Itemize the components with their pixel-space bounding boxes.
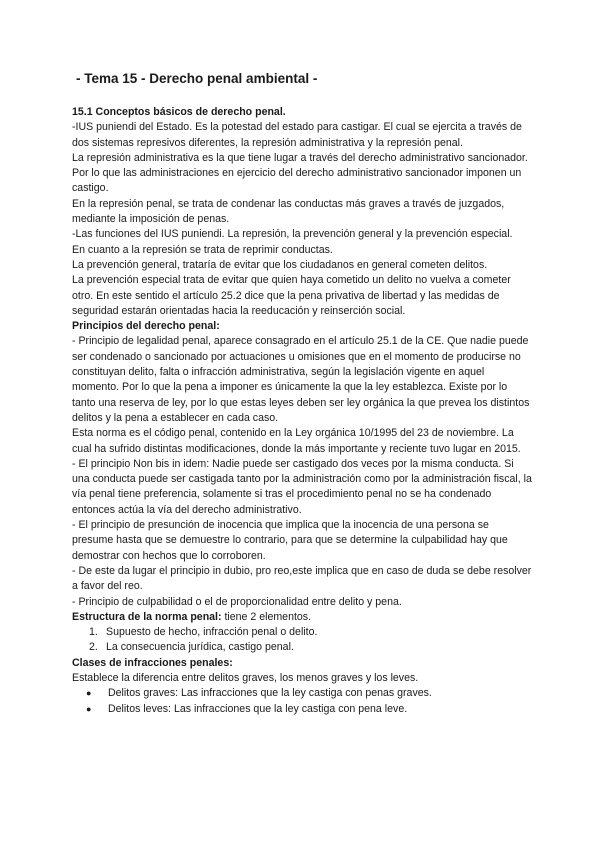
- list-item-text: La consecuencia jurídica, castigo penal.: [106, 641, 294, 654]
- list-number: 2.: [89, 641, 98, 654]
- paragraph: - El principio Non bis in idem: Nadie puede ser castigado dos veces por la misma conducta. Si una conducta puede ser castigada tanto por la administración como por la administración fiscal, la vía penal tiene preferencia, solamente si tras el procedimiento penal no se ha condenado entonces actúa la vía del derecho administrativo.: [72, 457, 532, 516]
- list-item: [72, 625, 532, 640]
- list-item: [72, 640, 532, 655]
- clases-list: [72, 686, 532, 717]
- paragraph: - Principio de culpabilidad o el de proporcionalidad entre delito y pena.: [72, 595, 402, 608]
- paragraph: Esta norma es el código penal, contenido en la Ley orgánica 10/1995 del 23 de noviembre. La cual ha sufrido distintas modificaciones, donde la más importante y reciente tuvo lugar en 2015.: [72, 427, 521, 455]
- estructura-list: [72, 625, 532, 656]
- bullet-icon: ●: [86, 703, 92, 714]
- bullet-icon: ●: [86, 688, 92, 699]
- paragraph: - De este da lugar el principio in dubio, pro reo,este implica que en caso de duda se debe resolver a favor del reo.: [72, 564, 532, 593]
- list-number: 1.: [89, 626, 98, 639]
- paragraph: - El principio de presunción de inocencia que implica que la inocencia de una persona se presume hasta que se demuestre lo contrario, para que se determine la culpabilidad hay que demostrar con hechos que lo corroboren.: [72, 519, 508, 562]
- paragraph: -Las funciones del IUS puniendi. La represión, la prevención general y la prevención especial.: [72, 228, 513, 241]
- paragraph: La prevención especial trata de evitar que quien haya cometido un delito no vuelva a cometer otro. En este sentido el artículo 25.2 dice que la pena privativa de libertad y las medidas de seguridad estarán orientadas hacia la reeducación y reinserción social.: [72, 274, 511, 317]
- principios-heading: Principios del derecho penal:: [72, 320, 220, 333]
- paragraph: La prevención general, trataría de evitar que los ciudadanos en general cometen delitos.: [72, 258, 488, 271]
- paragraph: -IUS puniendi del Estado. Es la potestad del estado para castigar. El cual se ejercita a través de dos sistemas represivos diferentes, la represión administrativa y la represión penal.: [72, 121, 522, 149]
- document-title: - Tema 15 - Derecho penal ambiental -: [76, 71, 318, 86]
- section-heading: 15.1 Conceptos básicos de derecho penal.: [72, 106, 286, 118]
- list-item: [72, 702, 532, 717]
- paragraph: En cuanto a la represión se trata de reprimir conductas.: [72, 243, 333, 256]
- paragraph: - Principio de legalidad penal, aparece consagrado en el artículo 25.1 de la CE. Que nadie puede ser condenado o sancionado por actuaciones u omisiones que en el momento de producirse no constituyan delito, falta o infracción administrativa, según la legislación vigente en aquel momento. Por lo que la pena a imponer es únicamente la que la ley establezca. Existe por lo tanto una reserva de ley, por lo que estas leyes deben ser ley orgánica la que prevea los distintos delitos y la pena a establecer en cada caso.: [72, 335, 530, 424]
- estructura-line: [72, 610, 532, 625]
- paragraph: La represión administrativa es la que tiene lugar a través del derecho administrativo sancionador. Por lo que las administraciones en ejercicio del derecho administrativo sancionador imponen un castigo.: [72, 151, 528, 195]
- paragraph: Establece la diferencia entre delitos graves, los menos graves y los leves.: [72, 671, 419, 684]
- list-item-text: Delitos leves: Las infracciones que la ley castiga con pena leve.: [108, 702, 408, 715]
- list-item-text: Delitos graves: Las infracciones que la ley castiga con penas graves.: [108, 687, 432, 700]
- estructura-heading: Estructura de la norma penal:: [72, 610, 222, 623]
- paragraph: En la represión penal, se trata de condenar las conductas más graves a través de juzgados, mediante la imposición de penas.: [72, 197, 505, 226]
- clases-heading: Clases de infracciones penales:: [72, 656, 233, 669]
- estructura-heading-rest: tiene 2 elementos.: [221, 610, 312, 623]
- list-item-text: Supuesto de hecho, infracción penal o delito.: [106, 626, 318, 639]
- list-item: [72, 686, 532, 701]
- document-body: [72, 105, 532, 717]
